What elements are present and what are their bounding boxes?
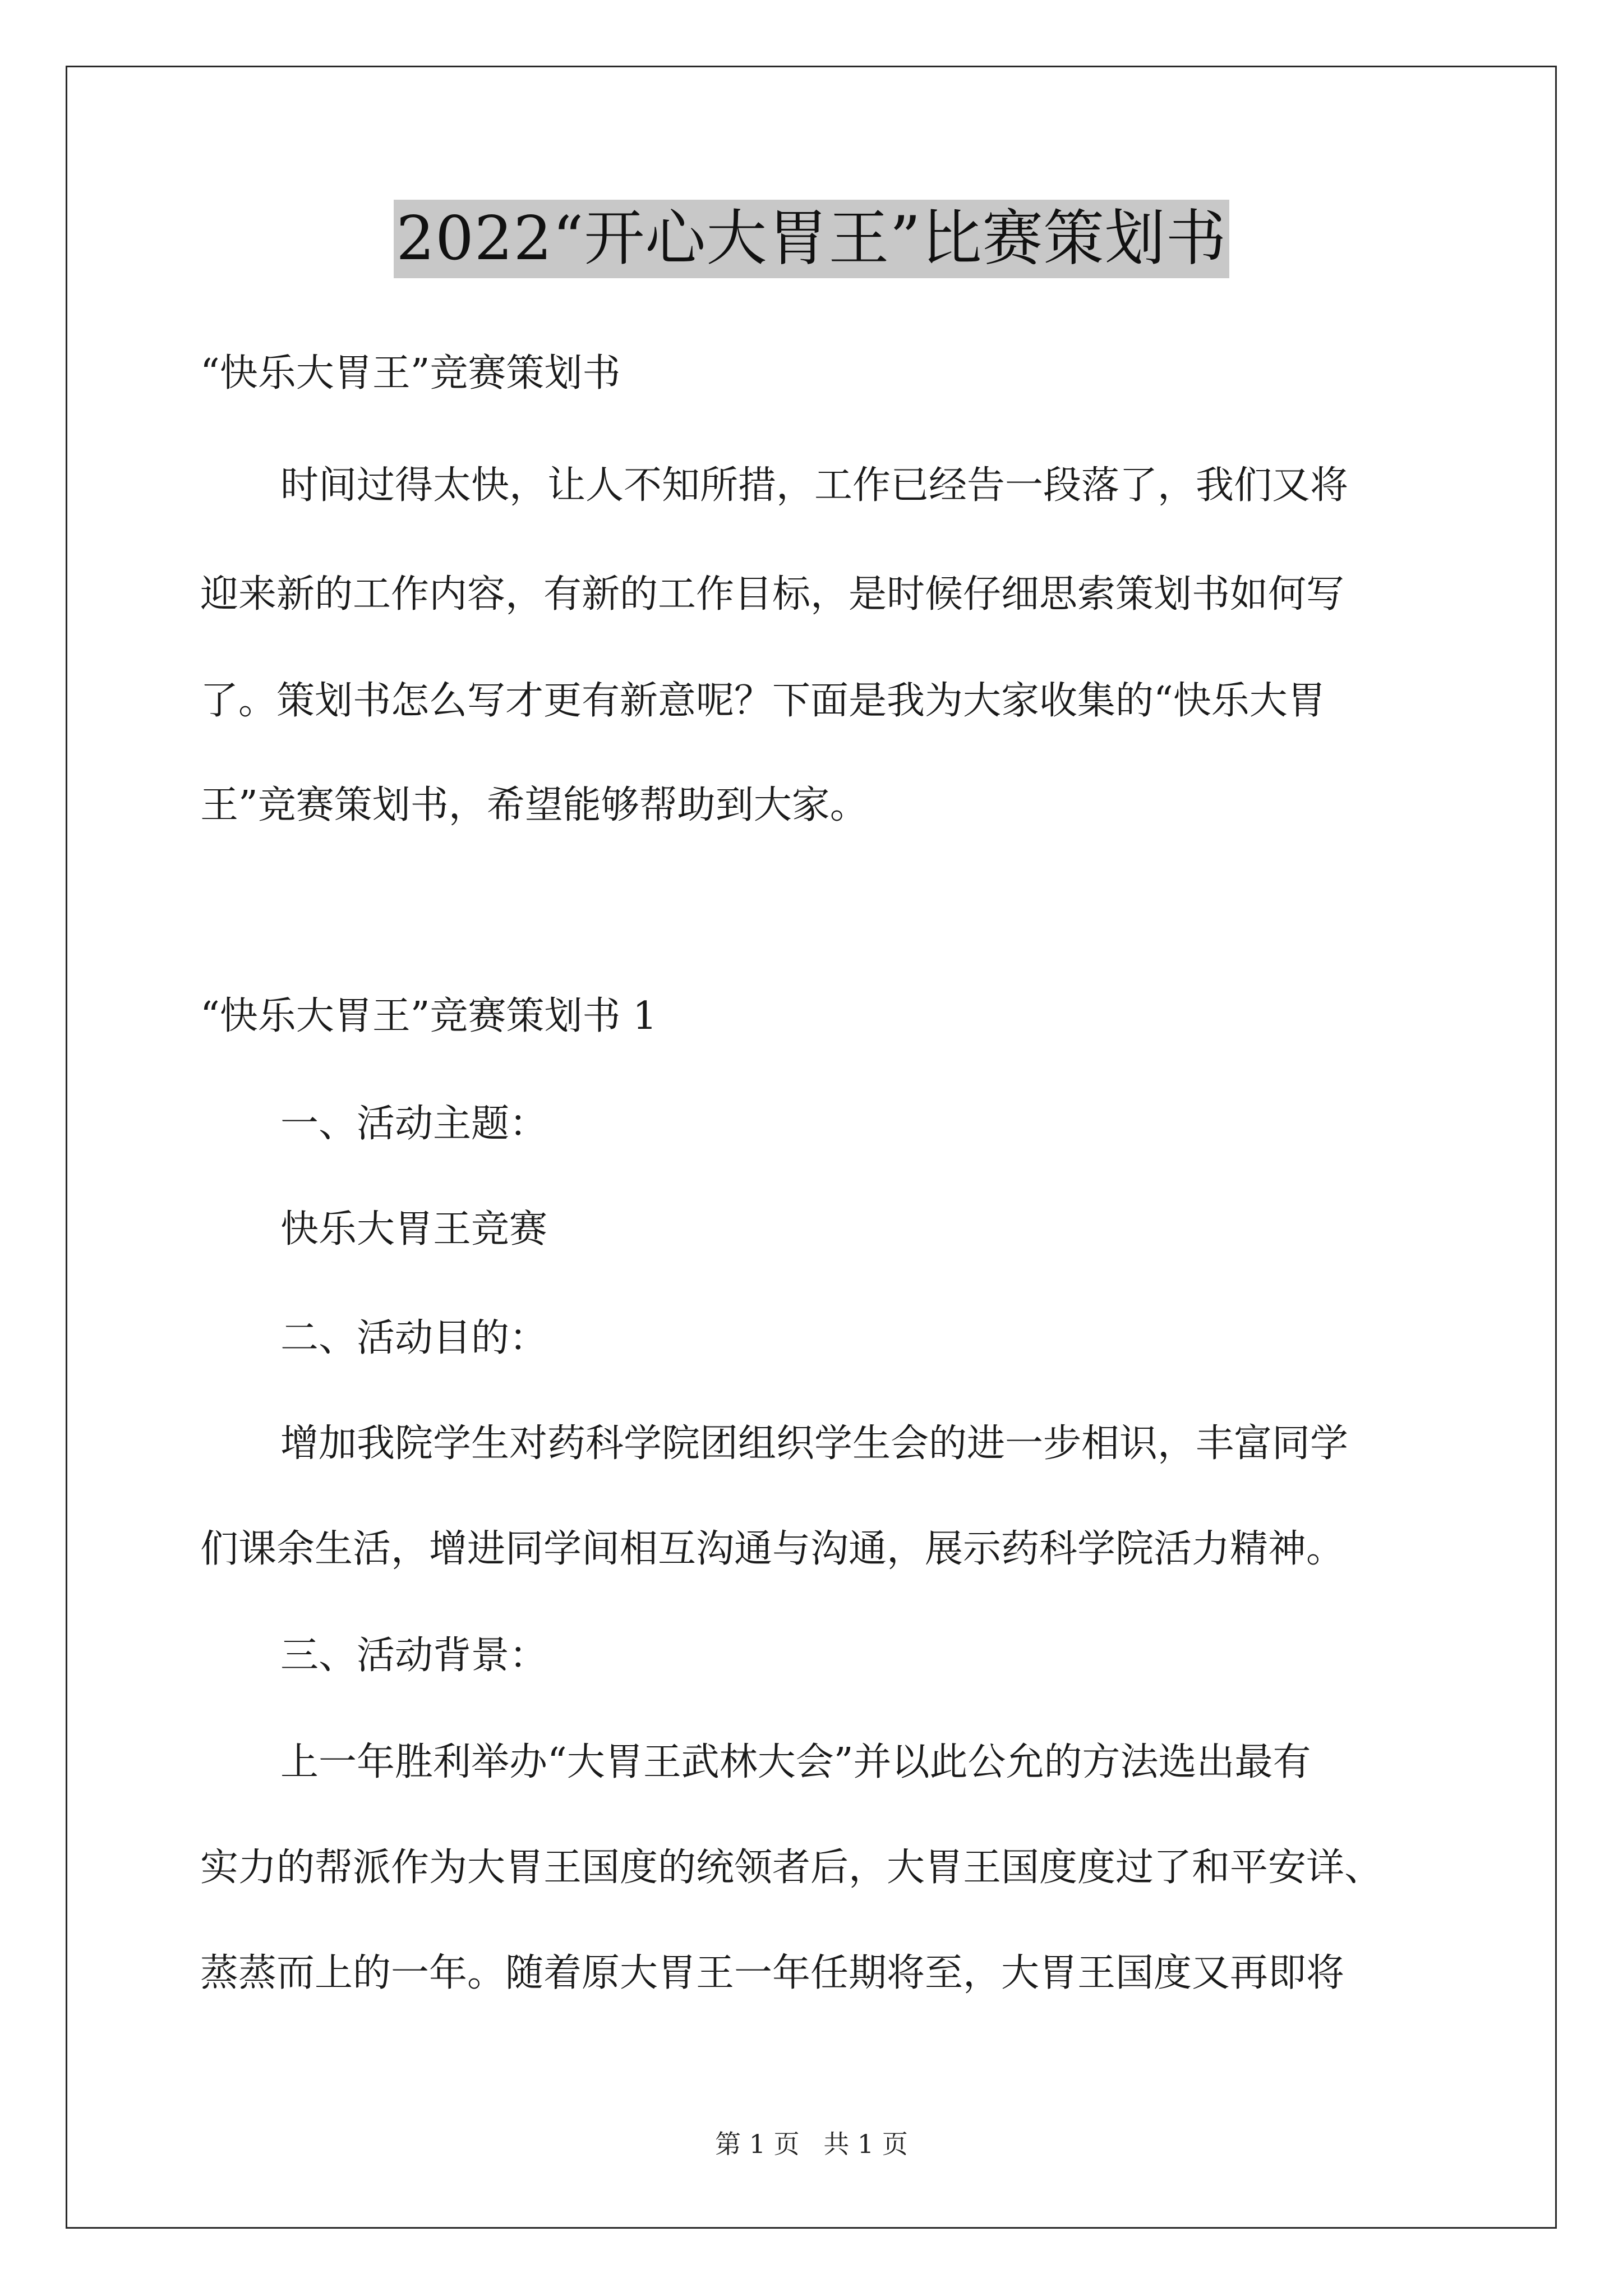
purpose-line: 们课余生活，增进同学间相互沟通与沟通，展示药科学院活力精神。: [200, 1527, 1345, 1571]
heading-purpose: 二、活动目的：: [280, 1316, 548, 1360]
background-line: 蒸蒸而上的一年。随着原大胃王一年任期将至，大胃王国度又再即将: [200, 1951, 1345, 1995]
heading-theme: 一、活动主题：: [280, 1102, 548, 1146]
intro-line: 王”竞赛策划书，希望能够帮助到大家。: [200, 783, 868, 827]
background-line: 实力的帮派作为大胃王国度的统领者后，大胃王国度度过了和平安详、: [200, 1846, 1383, 1890]
title-container: [0, 200, 1623, 278]
page-total: 共 1 页: [823, 2129, 908, 2159]
intro-line: 迎来新的工作内容，有新的工作目标，是时候仔细思索策划书如何写: [200, 572, 1345, 616]
purpose-line: 增加我院学生对药科学院团组织学生会的进一步相识，丰富同学: [280, 1421, 1349, 1466]
document-title: 2022“开心大胃王”比赛策划书: [394, 200, 1229, 278]
page-footer: [0, 2127, 1623, 2161]
heading-background: 三、活动背景：: [280, 1634, 548, 1678]
theme-text: 快乐大胃王竞赛: [280, 1207, 548, 1251]
intro-line: 时间过得太快，让人不知所措，工作已经告一段落了，我们又将: [280, 463, 1349, 508]
background-line: 上一年胜利举办“大胃王武林大会”并以此公允的方法选出最有: [280, 1740, 1311, 1784]
section-title: “快乐大胃王”竞赛策划书 1: [200, 994, 657, 1038]
intro-line: 了。策划书怎么写才更有新意呢？下面是我为大家收集的“快乐大胃: [200, 679, 1326, 723]
page-number: 第 1 页: [715, 2129, 800, 2159]
subtitle: “快乐大胃王”竞赛策划书: [200, 351, 621, 395]
